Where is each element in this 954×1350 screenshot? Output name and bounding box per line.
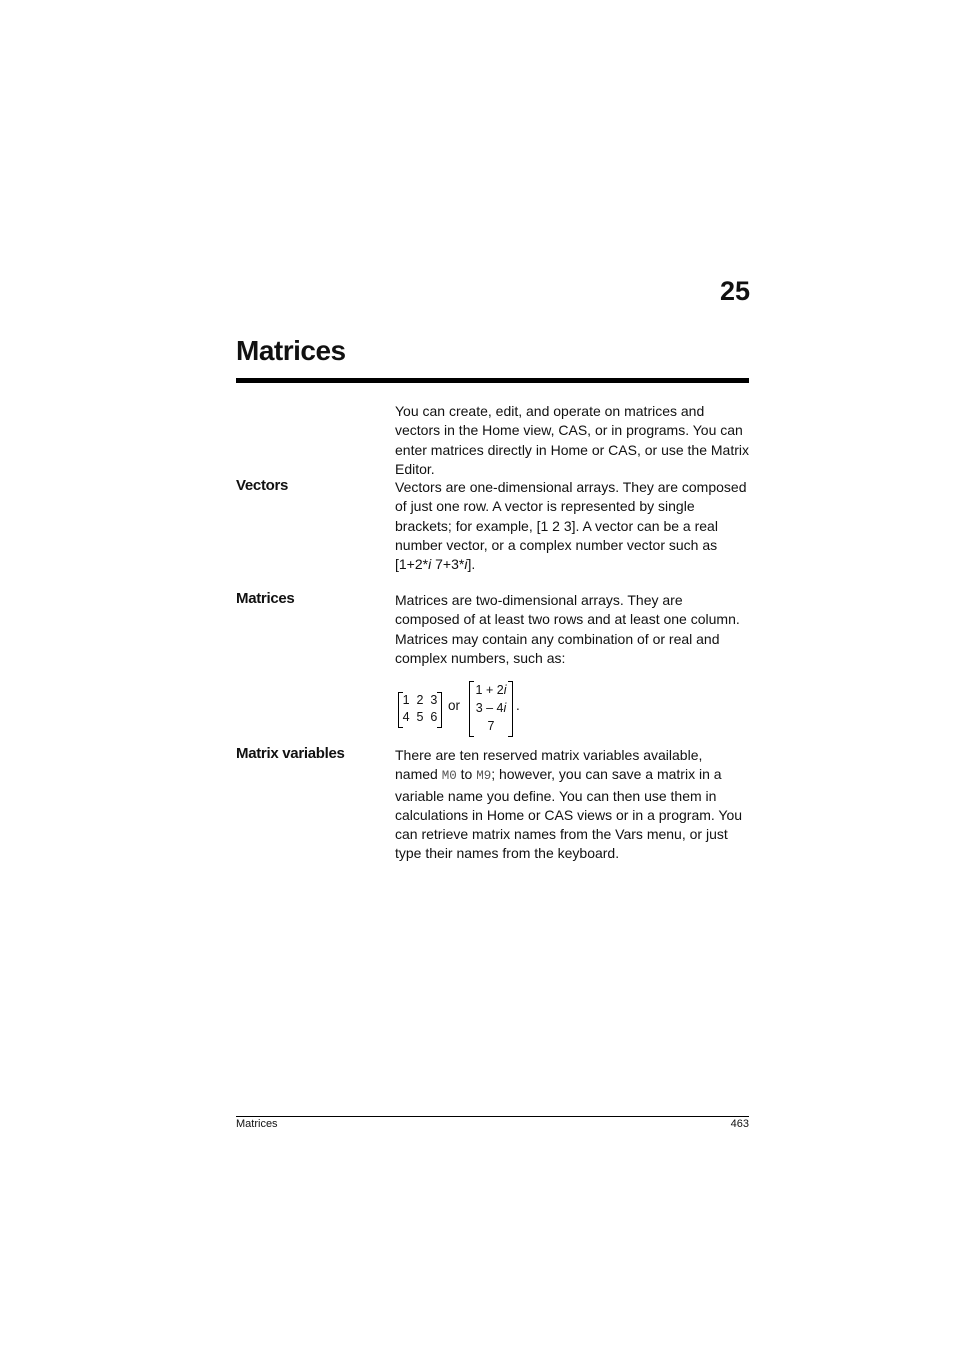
variable-m0: M0 xyxy=(441,769,457,784)
matrix-cell: 7 xyxy=(487,719,495,733)
matrix-variables-text: There are ten reserved matrix variables available, named xyxy=(395,747,703,783)
matrix-row xyxy=(470,701,512,715)
matrix-row: 4 5 6 xyxy=(402,710,438,724)
chapter-number: 25 xyxy=(719,276,750,306)
matrix-variables-paragraph xyxy=(395,746,749,864)
intro-paragraph: You can create, edit, and operate on matrices and vectors in the Home view, CAS, or in programs. You can enter matrices directly in Home or CAS, or use the Matrix Editor. xyxy=(395,403,750,477)
matrix-row: 1 2 3 xyxy=(402,693,438,707)
matrix-period: . xyxy=(516,698,520,713)
or-word: or xyxy=(448,698,461,713)
vectors-text-end: ]. xyxy=(467,556,476,573)
matrix-cell-imaginary: i xyxy=(503,701,507,715)
matrix-example-complex xyxy=(469,681,513,737)
matrix-variables-text: ; however, you can save a matrix in a variable name you define. You can then use them in calculations in Home or CAS views or in a program. You can retrieve matrix names from the Vars menu, or just type their names from the keyboard. xyxy=(395,766,743,862)
variable-m9: M9 xyxy=(476,769,492,784)
matrix-example-real xyxy=(398,692,442,728)
vectors-imaginary-2: i xyxy=(464,556,468,573)
vectors-text-mid: 7+3* xyxy=(431,556,465,573)
vectors-heading: Vectors xyxy=(236,477,289,494)
chapter-title: Matrices xyxy=(236,335,346,366)
vectors-text: Vectors are one-dimensional arrays. They are composed of just one row. A vector is represented by single brackets; for example, [1 2 3]. A vector can be a real number vector, or a complex number vector such as [1+2* xyxy=(395,479,747,573)
matrix-cell-imaginary: i xyxy=(503,683,507,697)
footer-page-number: 463 xyxy=(730,1118,749,1130)
vectors-paragraph xyxy=(395,478,749,574)
matrix-cell: 1 + 2 xyxy=(475,683,504,697)
matrix-row xyxy=(470,719,512,733)
matrix-variables-heading: Matrix variables xyxy=(236,745,345,762)
matrix-variables-text: to xyxy=(456,766,477,783)
matrix-cell: 3 – 4 xyxy=(475,701,504,715)
matrix-row xyxy=(470,683,512,697)
footer-section-name: Matrices xyxy=(236,1118,278,1130)
matrices-heading: Matrices xyxy=(236,590,295,607)
footer-rule xyxy=(236,1116,749,1117)
vectors-imaginary-1: i xyxy=(428,556,432,573)
title-rule xyxy=(236,378,749,383)
matrices-paragraph: Matrices are two-dimensional arrays. They are composed of at least two rows and at least one column. Matrices may contain any combination of or real and complex numbers, such as: xyxy=(395,592,740,666)
